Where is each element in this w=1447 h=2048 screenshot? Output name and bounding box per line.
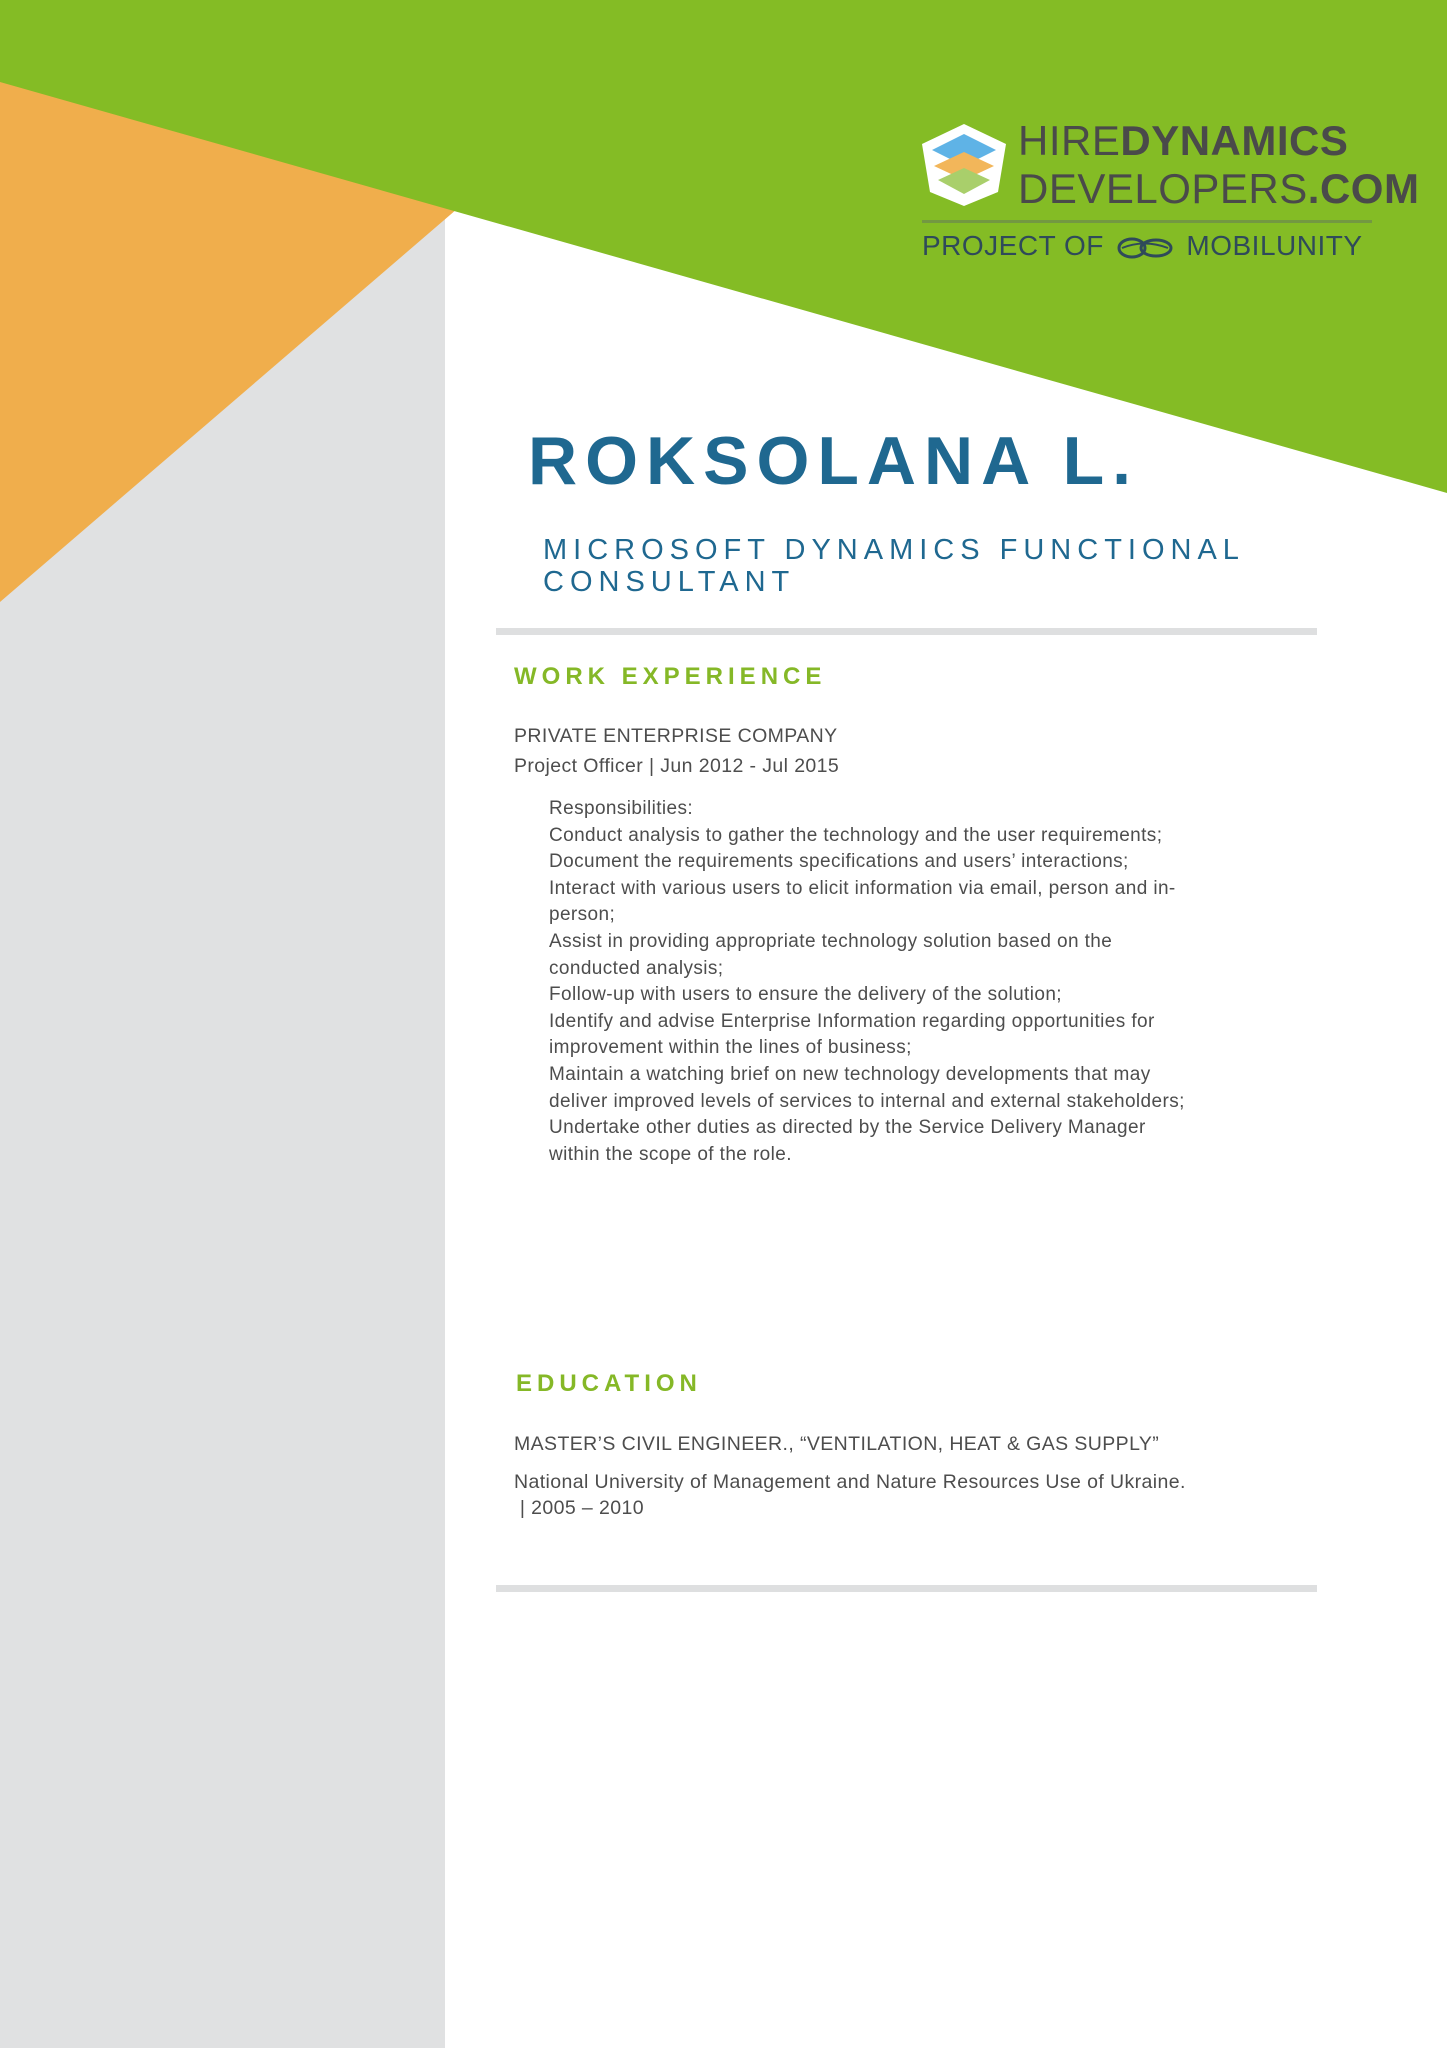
work-experience-heading: WORK EXPERIENCE (514, 663, 827, 690)
responsibility-line: person; (549, 904, 616, 926)
responsibility-line: Document the requirements specifications and users’ interactions; (549, 851, 1129, 873)
responsibility-line: Interact with various users to elicit information via email, person and in- (549, 877, 1176, 899)
logo-line-project-of: PROJECT OF MOBILUNITY (922, 230, 1363, 261)
responsibility-line: Responsibilities: (549, 798, 694, 819)
candidate-name: ROKSOLANA L. (528, 423, 1140, 499)
university: National University of Management and Nature Resources Use of Ukraine. (514, 1471, 1186, 1493)
responsibility-line: Identify and advise Enterprise Information regarding opportunities for (549, 1010, 1155, 1032)
mobilunity-leaf-icon (1116, 235, 1174, 261)
job-title: MICROSOFT DYNAMICS FUNCTIONAL CONSULTANT (543, 534, 1244, 598)
logo-line-hire-dynamics: HIREDYNAMICS (1018, 117, 1349, 164)
education-years: | 2005 – 2010 (514, 1497, 644, 1519)
responsibilities-list (549, 796, 1269, 1168)
responsibility-line: within the scope of the role. (549, 1143, 792, 1165)
logo-divider (922, 220, 1372, 223)
company-logo (918, 117, 1420, 268)
responsibility-line: Conduct analysis to gather the technology and the user requirements; (549, 824, 1163, 846)
responsibility-line: improvement within the lines of business; (549, 1037, 912, 1059)
hexagon-layers-icon (918, 122, 1010, 208)
logo-line-developers-com: DEVELOPERS.COM (1018, 165, 1420, 212)
responsibility-line: Follow-up with users to ensure the delivery of the solution; (549, 984, 1062, 1006)
responsibility-line: Maintain a watching brief on new technology developments that may (549, 1063, 1151, 1085)
role-and-dates: Project Officer | Jun 2012 - Jul 2015 (514, 755, 840, 777)
responsibility-line: conducted analysis; (549, 957, 724, 979)
responsibility-line: deliver improved levels of services to internal and external stakeholders; (549, 1090, 1185, 1112)
section-divider (496, 1585, 1317, 1592)
education-heading: EDUCATION (516, 1370, 702, 1397)
degree: MASTER’S CIVIL ENGINEER., “VENTILATION, HEAT & GAS SUPPLY” (514, 1433, 1160, 1455)
section-divider (496, 628, 1317, 635)
responsibility-line: Undertake other duties as directed by the Service Delivery Manager (549, 1117, 1146, 1139)
responsibility-line: Assist in providing appropriate technology solution based on the (549, 930, 1113, 952)
company-name: PRIVATE ENTERPRISE COMPANY (514, 725, 838, 747)
